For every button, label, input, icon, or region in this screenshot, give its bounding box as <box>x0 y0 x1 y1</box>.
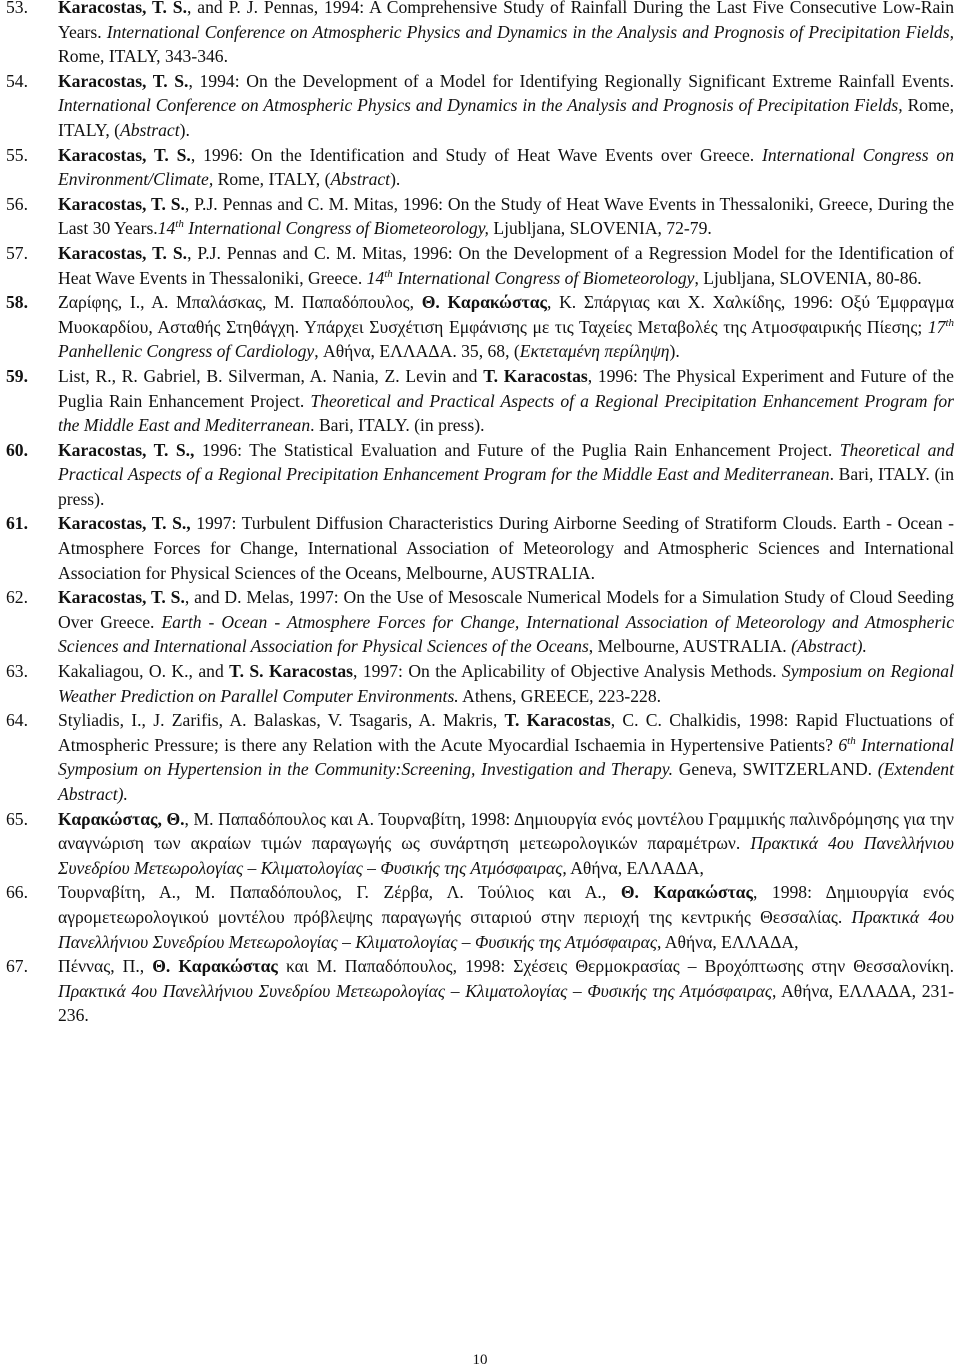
reference-item <box>6 954 954 1028</box>
citation-text: , 1996: The Physical Experiment and Future of the Puglia Rain Enhancement Project. <box>58 365 954 411</box>
citation-text: , P.J. Pennas and C. M. Mitas, 1996: On the Study of Heat Wave Events in Thessaloniki, Greece, During the Last 30 Years. <box>58 193 955 239</box>
reference-text <box>58 194 954 239</box>
citation-text: Ζαρίφης, Ι., Α. Μπαλάσκας, Μ. Παπαδόπουλος, <box>58 292 422 313</box>
citation-text: , 1996: On the Identification and Study of Heat Wave Events over Greece. <box>190 144 763 165</box>
author-highlight: Καρακώστας, Θ. <box>58 808 185 829</box>
author-highlight: Karacostas, T. S. <box>58 144 191 165</box>
citation-text: , 1994: On the Development of a Model for Identifying Regionally Significant Extreme Rainfall Events. <box>188 70 954 91</box>
citation-text: ). <box>669 341 680 362</box>
citation-text: Rome, ITALY, 343-346. <box>58 46 228 67</box>
citation-text: . Bari, ITALY. (in press). <box>310 415 485 436</box>
citation-text: , 1997: On the Aplicability of Objective Analysis Methods. <box>353 661 782 682</box>
author-highlight: Θ. Καρακώστας <box>152 956 278 977</box>
venue-text: Panhellenic Congress of Cardiology <box>58 341 315 362</box>
reference-number: 54. <box>6 70 28 91</box>
author-highlight: T. Karacostas <box>504 710 611 731</box>
reference-number: 56. <box>6 193 28 214</box>
citation-text: , Αθήνα, ΕΛΛΑΔΑ, <box>656 931 799 952</box>
author-highlight: Karacostas, T. S. <box>58 70 189 91</box>
author-highlight: Karacostas, T. S., <box>58 439 195 460</box>
author-highlight: Θ. Καρακώστας <box>421 292 547 313</box>
venue-text: Symposium on Regional Weather Prediction on Parallel Computer Environments. <box>58 661 954 706</box>
citation-text: , Κ. Σπάργιας και Χ. Χαλκίδης, 1996: Οξύ Έμφραγμα Μυοκαρδίου, Ασταθής Στηθάγχη. Υπάρχει Συσχέτιση Εμφάνισης με τις Ταχείες Μεταβολές της Ατμοσφαιρικής Πίεσης; <box>58 292 954 337</box>
citation-text: Ljubljana, SLOVENIA, 72-79. <box>488 218 712 239</box>
reference-text <box>58 710 954 804</box>
citation-text: Styliadis, I., J. Zarifis, A. Balaskas, V. Tsagaris, A. Makris, <box>58 710 505 731</box>
reference-text <box>58 243 954 288</box>
citation-text: Πέννας, Π., <box>58 956 153 977</box>
reference-item <box>6 0 954 69</box>
reference-text <box>58 809 954 878</box>
venue-text: International Congress on Environment/Climate, <box>58 144 954 190</box>
reference-text <box>58 513 954 582</box>
reference-item <box>6 708 954 806</box>
reference-item <box>6 585 954 659</box>
reference-text <box>58 292 954 361</box>
author-highlight: T. Karacostas <box>483 365 588 386</box>
ordinal-superscript: th <box>945 316 954 329</box>
venue-text: Πρακτικά 4ου Πανελλήνιου Συνεδρίου Μετεωρολογίας – Κλιματολογίας – Φυσικής της Ατμόσφαιρας <box>58 906 955 952</box>
reference-text <box>58 956 954 1025</box>
reference-number: 63. <box>6 661 28 682</box>
venue-text: 17 <box>927 316 946 337</box>
reference-item <box>6 290 954 364</box>
reference-list <box>6 0 954 1028</box>
venue-text: Πρακτικά 4ου Πανελλήνιου Συνεδρίου Μετεωρολογίας – Κλιματολογίας – Φυσικής της Ατμόσφαιρας <box>58 980 772 1001</box>
reference-number: 64. <box>6 710 28 731</box>
citation-text: ). <box>390 169 401 190</box>
reference-number: 57. <box>6 242 28 263</box>
citation-text: Rome, ITALY, ( <box>58 95 954 140</box>
reference-item <box>6 69 954 143</box>
reference-item <box>6 659 954 708</box>
reference-text <box>58 587 954 656</box>
author-highlight: Karacostas, T. S. <box>58 587 185 608</box>
venue-text: 14 <box>157 218 176 239</box>
reference-text <box>58 71 954 140</box>
author-highlight: Karacostas, T. S. <box>58 193 185 214</box>
reference-text <box>58 440 954 509</box>
reference-number: 59. <box>6 365 28 386</box>
ordinal-superscript: th <box>384 267 393 280</box>
venue-text: International Conference on Atmospheric Physics and Dynamics in the Analysis and Prognosis of Precipitation Fields, <box>106 21 954 42</box>
citation-text: , and P. J. Pennas, 1994: A Comprehensive Study of Rainfall During the Last Five Consecutive Low-Rain Years. <box>58 0 954 42</box>
citation-text: , Αθήνα, ΕΛΛΑΔΑ, 231-236. <box>58 980 954 1026</box>
ordinal-superscript: th <box>847 734 856 747</box>
citation-text: Geneva, SWITZERLAND. <box>672 759 878 780</box>
citation-text: , C. C. Chalkidis, 1998: Rapid Fluctuations of Atmospheric Pressure; is there any Relation with the Acute Myocardial Ischaemia in Hypertensive Patients? <box>58 710 954 755</box>
reference-number: 67. <box>6 956 28 977</box>
citation-text: 1996: The Statistical Evaluation and Future of the Puglia Rain Enhancement Project. <box>194 439 840 460</box>
citation-text: Kakaliagou, O. K., and <box>58 661 230 682</box>
reference-item <box>6 241 954 290</box>
author-highlight: T. S. Karacostas <box>229 661 354 682</box>
citation-text: και Μ. Παπαδόπουλος, 1998: Σχέσεις Θερμοκρασίας – Βροχόπτωσης στην Θεσσαλονίκη. <box>277 956 954 977</box>
reference-item <box>6 807 954 881</box>
reference-number: 60. <box>6 439 28 460</box>
reference-item <box>6 438 954 512</box>
reference-number: 66. <box>6 882 28 903</box>
reference-number: 58. <box>6 292 28 313</box>
reference-text <box>58 145 954 190</box>
venue-text: Theoretical and Practical Aspects of a Regional Precipitation Enhancement Program for the Middle East and Mediterranean <box>58 390 954 436</box>
venue-text: Abstract <box>119 119 180 140</box>
citation-text: , and D. Melas, 1997: On the Use of Mesoscale Numerical Models for a Simulation Study of Cloud Seeding Over Greece. <box>58 587 954 632</box>
venue-text: International Conference on Atmospheric Physics and Dynamics in the Analysis and Prognosis of Precipitation Fields, <box>58 95 903 116</box>
reference-text <box>58 0 954 66</box>
author-highlight: Karacostas, T. S., <box>58 513 191 534</box>
citation-text: , 1998: Δημιουργία ενός αγρομετεωρολογικού μοντέλου πρόβλεψης παραγωγής σιταριού στην περιοχή της κεντρικής Θεσσαλίας. <box>58 882 954 927</box>
reference-text <box>58 661 954 706</box>
reference-text <box>58 366 954 435</box>
reference-item <box>6 192 954 241</box>
author-highlight: Θ. Καρακώστας <box>620 882 753 903</box>
citation-text: Athens, GREECE, 223-228. <box>458 685 662 706</box>
citation-text: , Ljubljana, SLOVENIA, 80-86. <box>694 267 922 288</box>
citation-text: Τουρναβίτη, Α., Μ. Παπαδόπουλος, Γ. Ζέρβα, Λ. Τούλιος και Α., <box>58 882 621 903</box>
citation-text: 1997: Turbulent Diffusion Characteristics During Airborne Seeding of Stratiform Clouds. Earth - Ocean - Atmosphere Forces for Change, International Association of Meteorology and Atmospheric Sciences and International Association for Physical Sciences of the Oceans, Melbourne, AUSTRALIA. <box>58 513 954 583</box>
citation-text: , Μ. Παπαδόπουλος και Α. Τουρναβίτη, 1998: Δημιουργία ενός μοντέλου Γραμμικής παλινδρόμησης για την αναγνώριση των ακραίων τιμών παραγωγής ως συνάρτηση μετεωρολογικών παραμέτρων. <box>58 808 954 854</box>
reference-number: 61. <box>6 513 28 534</box>
reference-text <box>58 882 954 951</box>
reference-item <box>6 880 954 954</box>
venue-text: 6 <box>838 734 848 755</box>
citation-text: , Αθήνα, ΕΛΛΑΔΑ. 35, 68, ( <box>314 341 520 362</box>
reference-number: 53. <box>6 0 28 17</box>
venue-text: International Symposium on Hypertension in the Community:Screening, Investigation and Therapy. <box>58 734 955 780</box>
venue-text: 14 <box>366 267 385 288</box>
reference-number: 55. <box>6 144 28 165</box>
venue-text: (Extendent Abstract). <box>58 759 954 804</box>
reference-item <box>6 511 954 585</box>
venue-text: Πρακτικά 4ου Πανελλήνιου Συνεδρίου Μετεωρολογίας – Κλιματολογίας – Φυσικής της Ατμόσφαιρας <box>58 833 954 878</box>
author-highlight: Karacostas, T. S. <box>58 242 188 263</box>
citation-text: Rome, ITALY, ( <box>213 169 331 190</box>
reference-number: 62. <box>6 587 28 608</box>
author-highlight: Karacostas, T. S. <box>58 0 187 17</box>
citation-text: , Melbourne, AUSTRALIA. <box>588 636 792 657</box>
venue-text: Abstract <box>330 169 391 190</box>
venue-text: Theoretical and Practical Aspects of a Regional Precipitation Enhancement Program for the Middle East and Mediterranean <box>58 439 954 485</box>
venue-text: Εκτεταμένη περίληψη <box>519 341 670 362</box>
venue-text: Earth - Ocean - Atmosphere Forces for Change, International Association of Meteorology and Atmospheric Sciences and International Association for Physical Sciences of the Oceans <box>58 611 955 657</box>
venue-text: International Congress of Biometeorology <box>392 267 695 288</box>
ordinal-superscript: th <box>175 218 184 231</box>
page-number: 10 <box>472 1352 488 1368</box>
citation-text: ). <box>179 119 190 140</box>
venue-text: (Abstract). <box>791 636 867 657</box>
venue-text: International Congress of Biometeorology, <box>183 218 489 239</box>
citation-text: , Αθήνα, ΕΛΛΑΔΑ, <box>562 857 704 878</box>
citation-text: , P.J. Pennas and C. M. Mitas, 1996: On the Development of a Regression Model for the Identification of Heat Wave Events in Thessaloniki, Greece. <box>58 242 954 288</box>
reference-item <box>6 364 954 438</box>
citation-text: List, R., R. Gabriel, B. Silverman, A. Nania, Z. Levin and <box>58 365 484 386</box>
reference-number: 65. <box>6 808 28 829</box>
citation-text: . Bari, ITALY. (in press). <box>58 464 954 509</box>
reference-item <box>6 143 954 192</box>
